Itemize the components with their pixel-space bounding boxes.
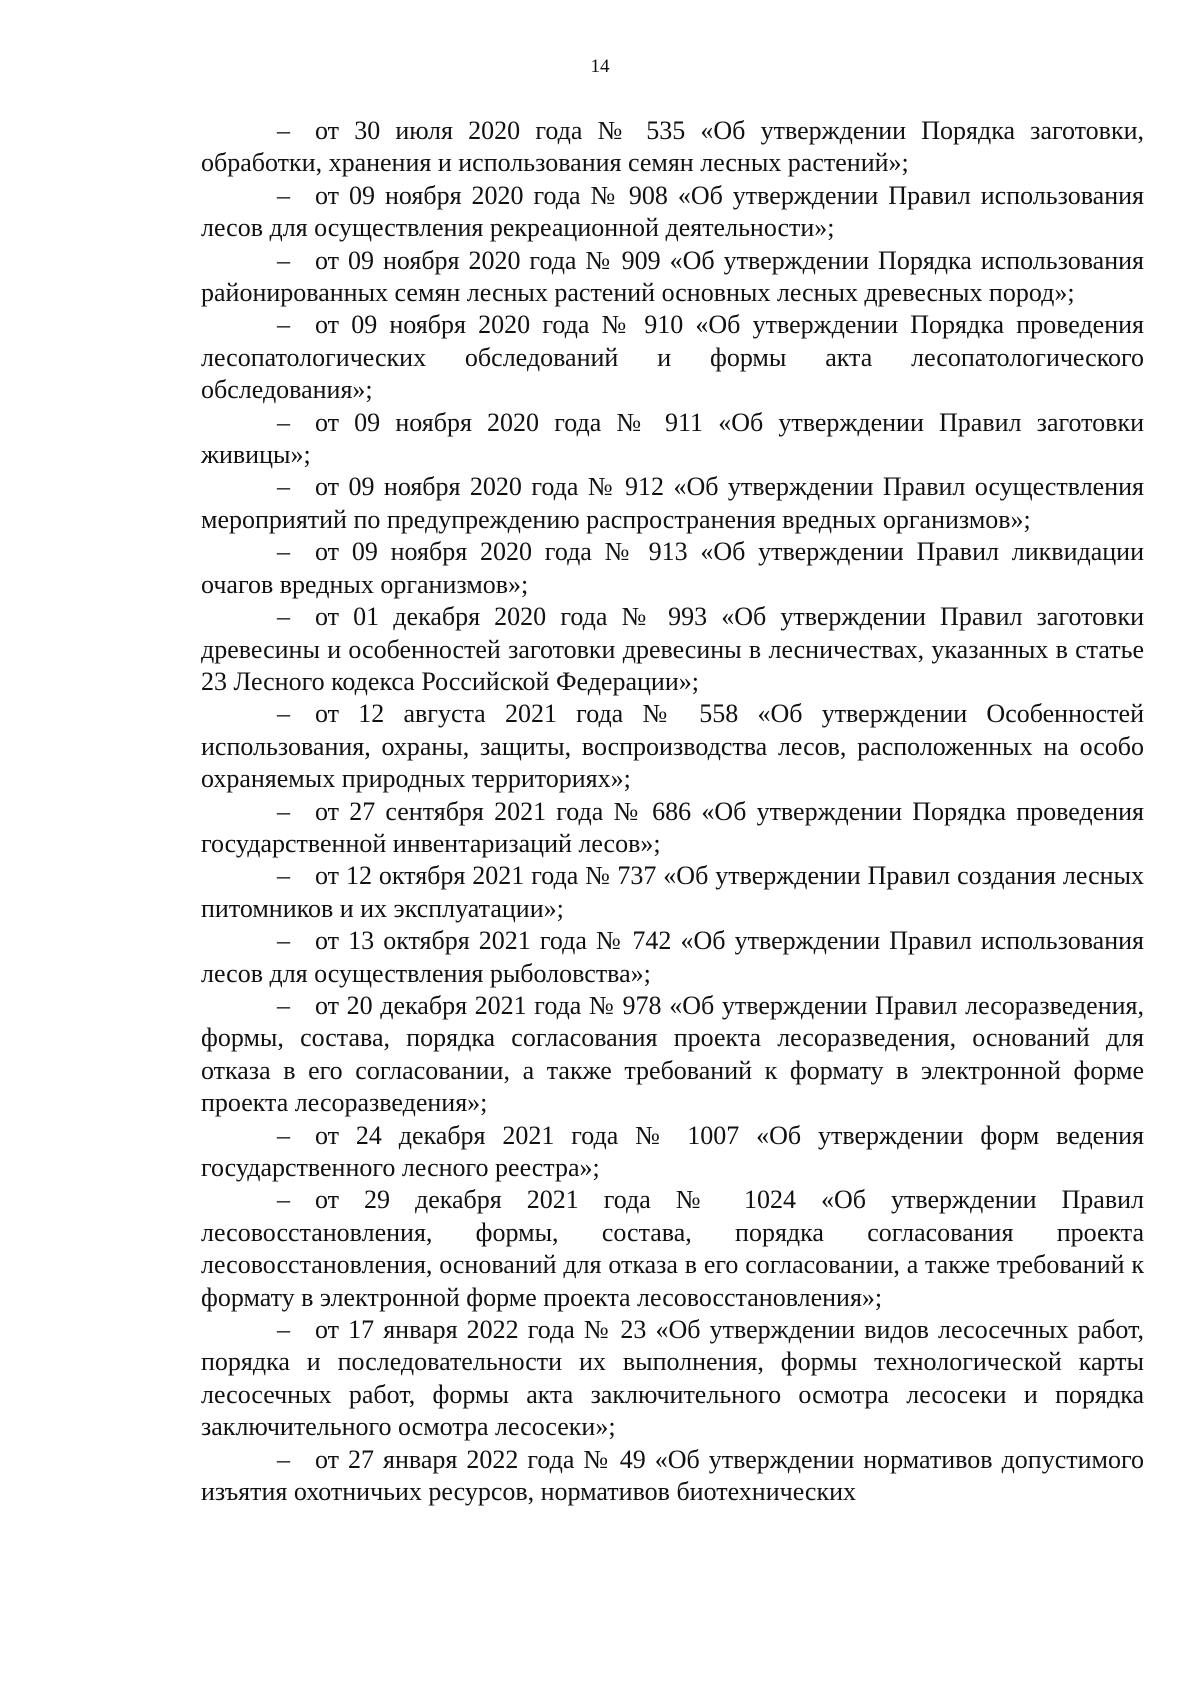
- list-item-text: от 13 октября 2021 года № 742 «Об утверждении Правил использования лесов для осуществления рыболовства»;: [201, 926, 1144, 988]
- list-item: [201, 860, 1144, 925]
- list-item-text: от 09 ноября 2020 года № 913 «Об утверждении Правил ликвидации очагов вредных организмов»;: [201, 537, 1144, 599]
- document-body: [201, 115, 1144, 1508]
- list-dash: –: [277, 1185, 290, 1215]
- list-item: [201, 1184, 1144, 1314]
- list-item-text: от 09 ноября 2020 года № 909 «Об утверждении Порядка использования районированных семян лесных растений основных лесных древесных пород»;: [201, 245, 1144, 308]
- list-item: [201, 990, 1144, 1120]
- list-item: [201, 925, 1144, 990]
- list-item: [201, 180, 1144, 245]
- list-item-text: от 17 января 2022 года № 23 «Об утверждении видов лесосечных работ, порядка и последовательности их выполнения, формы технологической карты лесосечных работ, формы акта заключительного осмотра лесосеки и порядка заключительного осмотра лесосеки»;: [201, 1315, 1144, 1442]
- list-item: [201, 536, 1144, 601]
- list-dash: –: [277, 245, 290, 275]
- list-dash: –: [277, 1444, 290, 1474]
- list-item: [201, 115, 1144, 180]
- list-item: [201, 1444, 1144, 1509]
- list-item-text: от 29 декабря 2021 года № 1024 «Об утверждении Правил лесовосстановления, формы, состава, порядка согласования проекта лесовосстановления, оснований для отказа в его согласовании, а также требований к формату в электронной форме проекта лесовосстановления»;: [201, 1185, 1144, 1312]
- list-dash: –: [277, 310, 290, 340]
- list-dash: –: [277, 699, 290, 729]
- list-dash: –: [277, 1315, 290, 1345]
- list-item: [201, 407, 1144, 472]
- list-item-text: от 12 октября 2021 года № 737 «Об утверждении Правил создания лесных питомников и их эксплуатации»;: [201, 861, 1144, 923]
- list-item-text: от 24 декабря 2021 года № 1007 «Об утверждении форм ведения государственного лесного реестра»;: [201, 1120, 1144, 1182]
- list-dash: –: [277, 1120, 290, 1150]
- list-dash: –: [277, 861, 290, 891]
- page-number: 14: [590, 56, 610, 77]
- list-dash: –: [277, 407, 290, 437]
- list-dash: –: [277, 926, 290, 956]
- list-item-text: от 01 декабря 2020 года № 993 «Об утверждении Правил заготовки древесины и особенностей заготовки древесины в лесничествах, указанных в статье 23 Лесного кодекса Российской Федерации»;: [201, 602, 1144, 696]
- list-item: [201, 601, 1144, 698]
- list-item-text: от 09 ноября 2020 года № 912 «Об утверждении Правил осуществления мероприятий по предупреждению распространения вредных организмов»;: [201, 472, 1144, 534]
- list-dash: –: [277, 180, 290, 210]
- list-item: [201, 471, 1144, 536]
- list-dash: –: [277, 116, 290, 145]
- list-item-text: от 09 ноября 2020 года № 908 «Об утверждении Правил использования лесов для осуществления рекреационной деятельности»;: [201, 180, 1144, 243]
- list-dash: –: [277, 990, 290, 1020]
- list-item-text: от 27 сентября 2021 года № 686 «Об утверждении Порядка проведения государственной инвентаризаций лесов»;: [201, 796, 1144, 858]
- list-item: [201, 1120, 1144, 1185]
- list-item-text: от 12 августа 2021 года № 558 «Об утверждении Особенностей использования, охраны, защиты, воспроизводства лесов, расположенных на особо охраняемых природных территориях»;: [201, 699, 1144, 794]
- list-item-text: от 30 июля 2020 года № 535 «Об утверждении Порядка заготовки, обработки, хранения и использования семян лесных растений»;: [201, 116, 1144, 178]
- list-dash: –: [277, 472, 290, 502]
- list-dash: –: [277, 602, 290, 632]
- list-item: [201, 309, 1144, 406]
- list-item: [201, 698, 1144, 795]
- list-item-text: от 09 ноября 2020 года № 911 «Об утверждении Правил заготовки живицы»;: [201, 407, 1144, 470]
- list-item-text: от 09 ноября 2020 года № 910 «Об утверждении Порядка проведения лесопатологических обследований и формы акта лесопатологического обследования»;: [201, 310, 1144, 405]
- list-item: [201, 245, 1144, 310]
- list-item: [201, 796, 1144, 861]
- list-item: [201, 1314, 1144, 1444]
- list-dash: –: [277, 796, 290, 826]
- list-item-text: от 27 января 2022 года № 49 «Об утверждении нормативов допустимого изъятия охотничьих ресурсов, нормативов биотехнических: [201, 1444, 1144, 1507]
- list-dash: –: [277, 537, 290, 567]
- list-item-text: от 20 декабря 2021 года № 978 «Об утверждении Правил лесоразведения, формы, состава, порядка согласования проекта лесоразведения, оснований для отказа в его согласовании, а также требований к формату в электронной форме проекта лесоразведения»;: [201, 990, 1144, 1118]
